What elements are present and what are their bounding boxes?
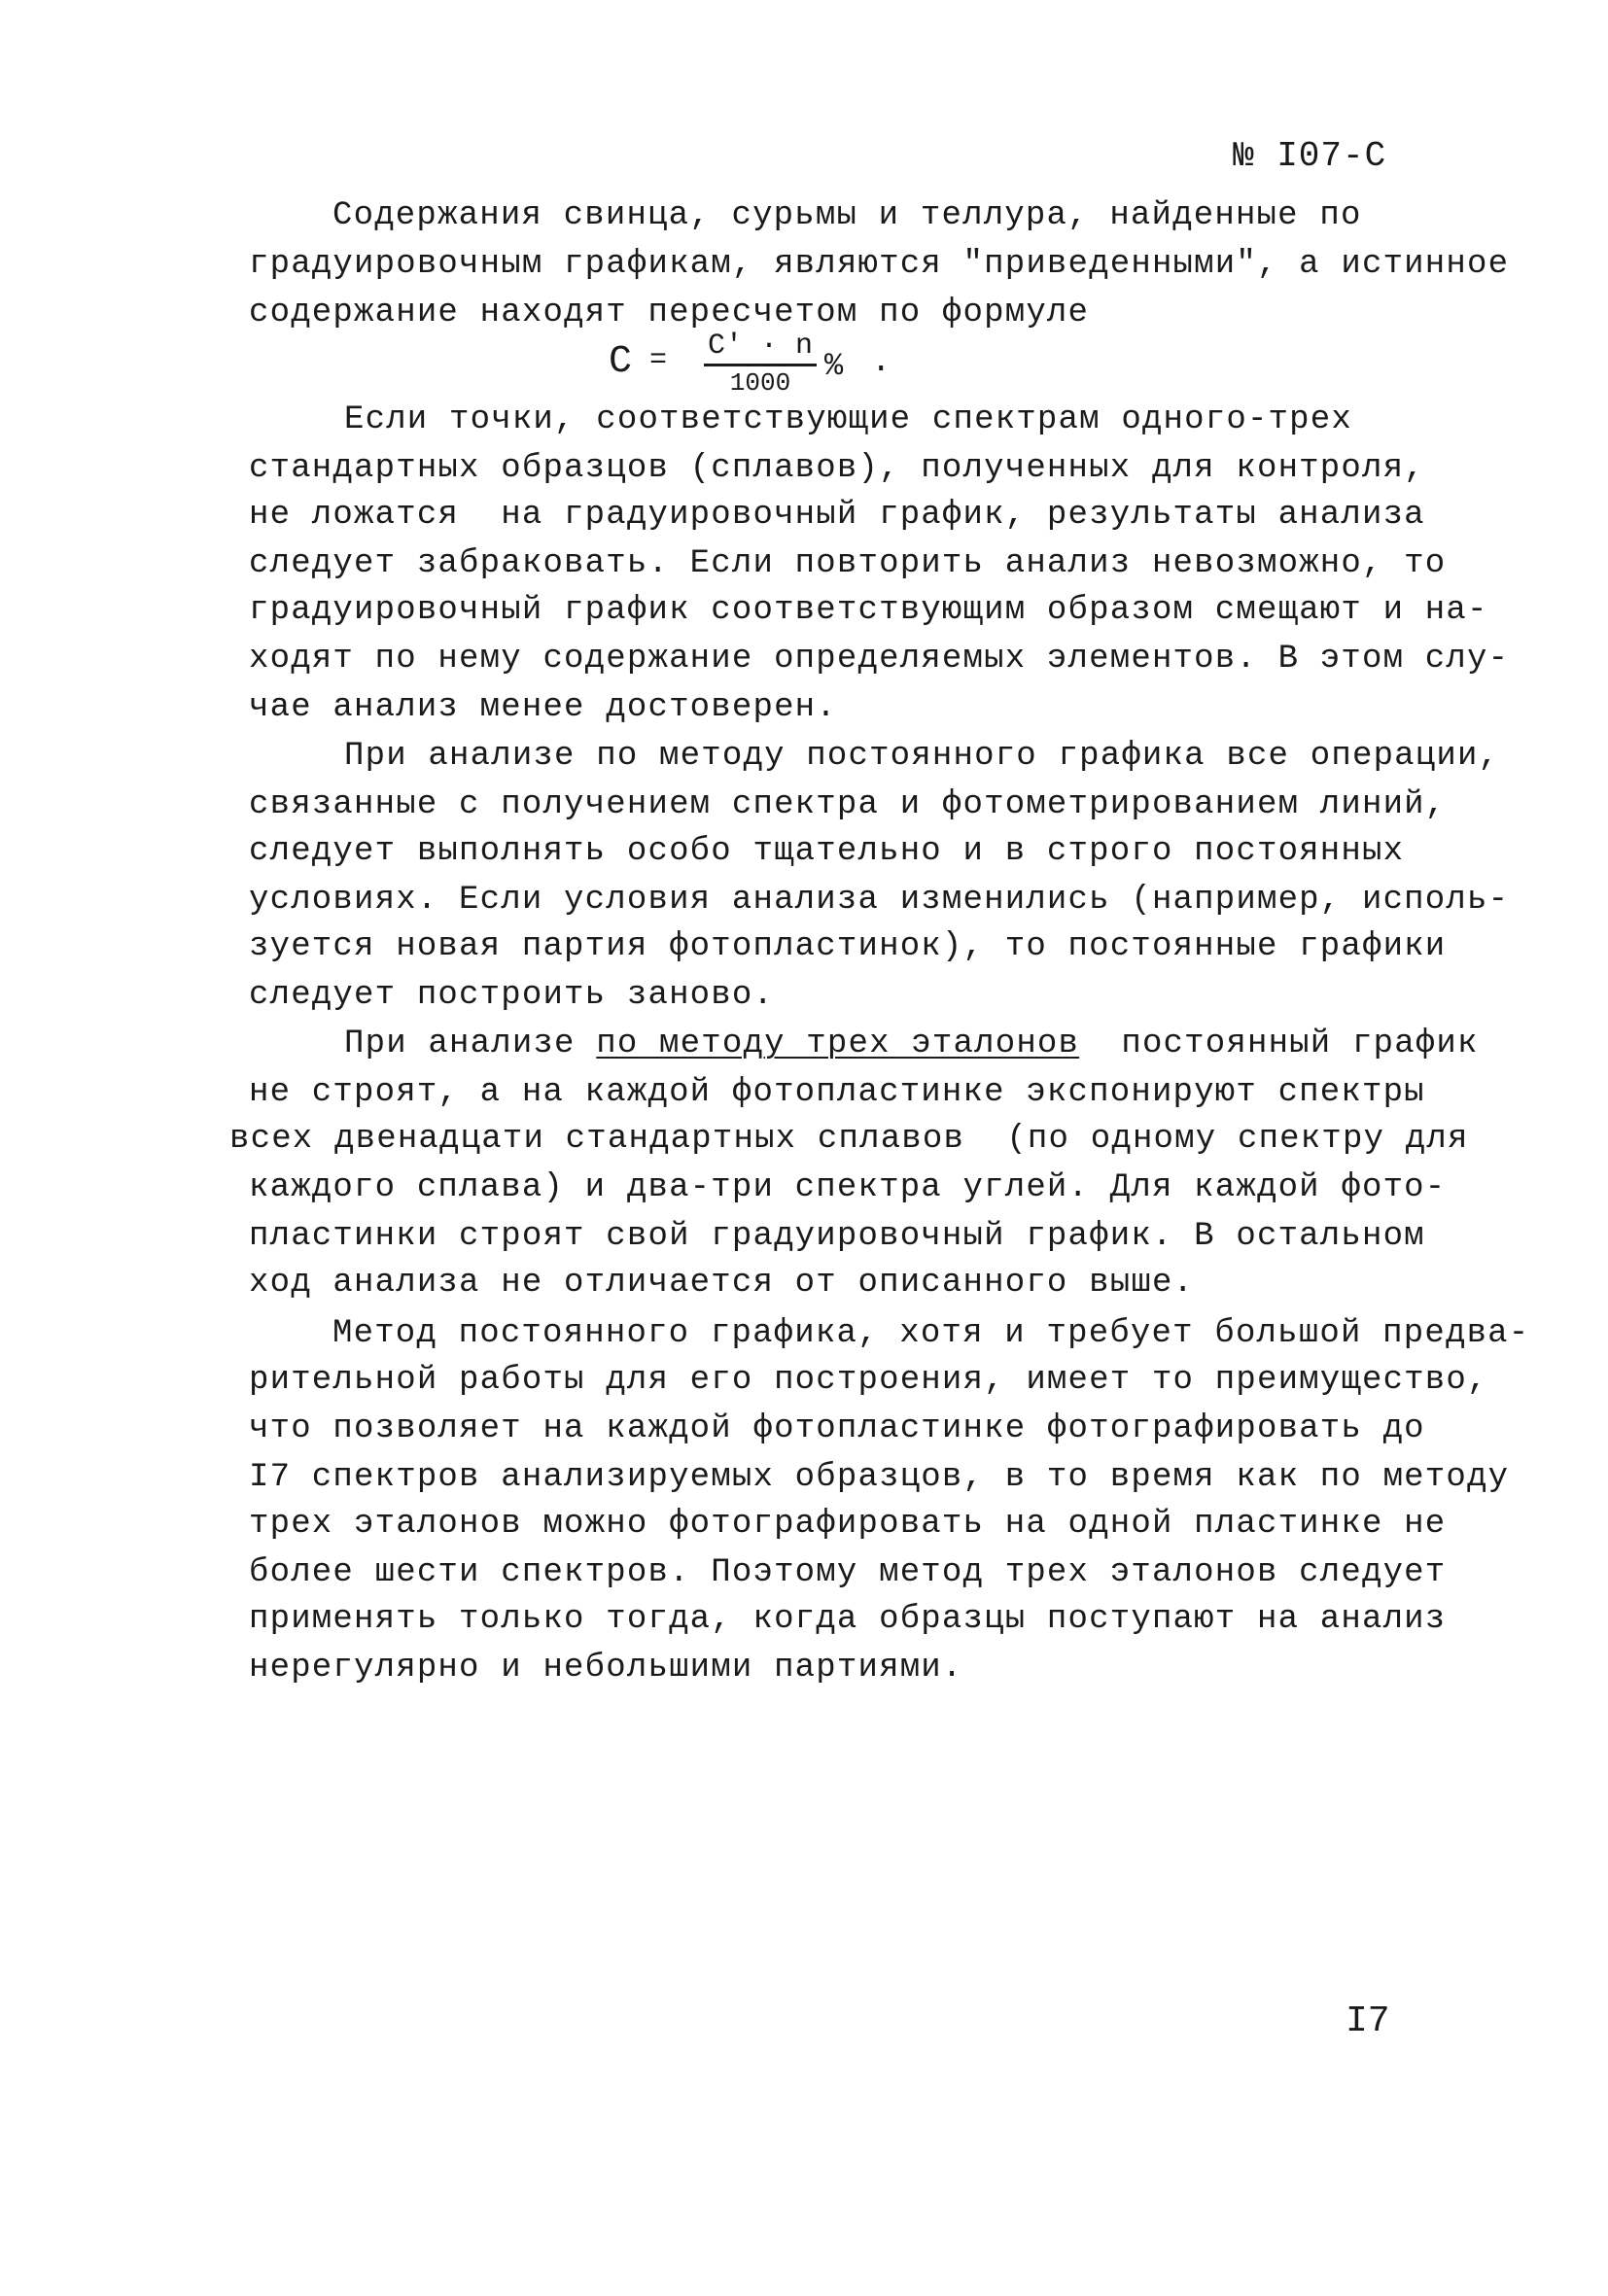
text-line: рительной работы для его построения, имеет то преимущество,: [249, 1362, 1488, 1399]
formula-equals: =: [649, 344, 668, 377]
formula-end: .: [871, 344, 891, 381]
text-line: применять только тогда, когда образцы поступают на анализ: [249, 1601, 1447, 1638]
text-line: Если точки, соответствующие спектрам одного-трех: [344, 401, 1352, 438]
text-line: не ложатся на градуировочный график, результаты анализа: [249, 497, 1425, 534]
text-line: Метод постоянного графика, хотя и требует большой предва-: [332, 1315, 1530, 1352]
formula-numerator: C' · n: [707, 330, 814, 363]
formula-denominator: 1000: [729, 368, 791, 398]
underlined-phrase: по методу трех эталонов: [596, 1026, 1080, 1062]
text-line: содержание находят пересчетом по формуле: [249, 295, 1090, 331]
text-line: не строят, а на каждой фотопластинке экспонируют спектры: [249, 1074, 1425, 1111]
text-line: При анализе по методу постоянного графика все операции,: [344, 738, 1500, 775]
text-line: стандартных образцов (сплавов), полученных для контроля,: [249, 450, 1425, 487]
text-line: ходят по нему содержание определяемых элементов. В этом слу-: [249, 641, 1510, 678]
text-segment: постоянный график: [1079, 1026, 1479, 1062]
text-line: градуировочным графикам, являются "приведенными", а истинное: [249, 246, 1510, 283]
text-line: нерегулярно и небольшими партиями.: [249, 1650, 963, 1687]
text-line: [344, 1025, 1479, 1063]
text-line: следует забраковать. Если повторить анализ невозможно, то: [249, 545, 1447, 582]
text-line: Содержания свинца, сурьмы и теллура, найденные по: [332, 197, 1362, 234]
page-number: I7: [1346, 2000, 1390, 2042]
text-line: всех двенадцати стандартных сплавов (по одному спектру для: [229, 1121, 1469, 1158]
text-line: каждого сплава) и два-три спектра углей. Для каждой фото-: [249, 1169, 1447, 1206]
formula-lhs: C: [609, 340, 633, 384]
text-line: чае анализ менее достоверен.: [249, 689, 837, 726]
text-line: что позволяет на каждой фотопластинке фотографировать до: [249, 1410, 1425, 1447]
document-number: № I07-С: [1233, 136, 1387, 176]
text-line: зуется новая партия фотопластинок), то постоянные графики: [249, 928, 1447, 965]
text-line: ход анализа не отличается от описанного выше.: [249, 1265, 1195, 1302]
text-line: более шести спектров. Поэтому метод трех эталонов следует: [249, 1554, 1447, 1591]
text-line: следует построить заново.: [249, 977, 775, 1014]
text-line: градуировочный график соответствующим образом смещают и на-: [249, 592, 1488, 629]
text-segment: При анализе: [344, 1026, 597, 1062]
text-line: трех эталонов можно фотографировать на одной пластинке не: [249, 1506, 1447, 1543]
text-line: пластинки строят свой градуировочный график. В остальном: [249, 1218, 1425, 1255]
text-line: условиях. Если условия анализа изменились (например, исполь-: [249, 882, 1510, 919]
formula-fraction: [704, 330, 817, 398]
text-line: следует выполнять особо тщательно и в строго постоянных: [249, 833, 1405, 870]
text-line: связанные с получением спектра и фотометрированием линий,: [249, 786, 1447, 823]
formula-unit: %: [824, 348, 844, 384]
fraction-bar: [704, 364, 817, 366]
text-line: I7 спектров анализируемых образцов, в то время как по методу: [249, 1459, 1510, 1496]
